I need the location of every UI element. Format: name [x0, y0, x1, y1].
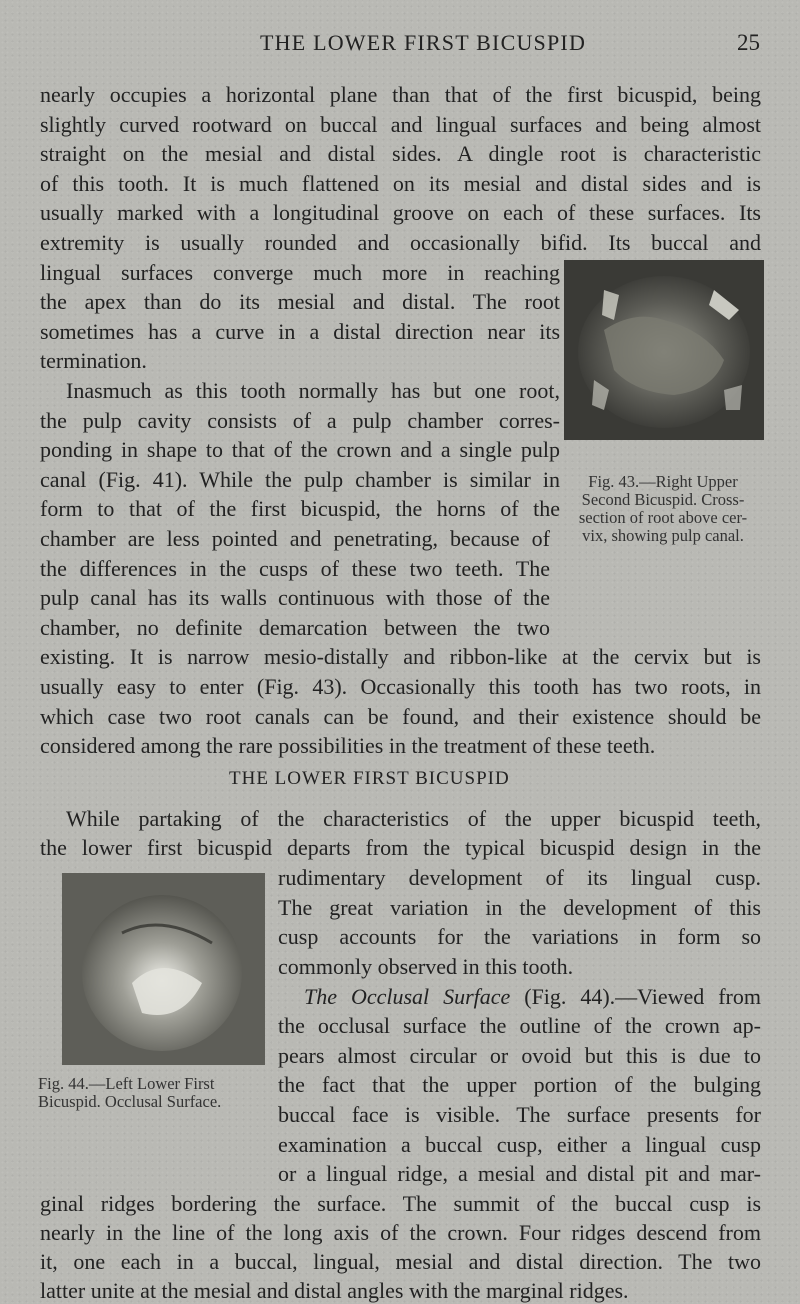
- figure-43-image: [564, 260, 764, 440]
- text-line: Inasmuch as this tooth normally has but one root,: [66, 378, 560, 403]
- text-line: [278, 984, 761, 1010]
- text-line: the lower first bicuspid departs from the typical bicuspid design in the: [40, 835, 761, 860]
- text-line: The great variation in the development of this: [278, 895, 761, 920]
- text-line: termination.: [40, 348, 147, 373]
- text-line: commonly observed in this tooth.: [278, 954, 574, 979]
- caption-line: Fig. 44.—Left Lower First: [38, 1074, 215, 1093]
- text-line: form to that of the first bicuspid, the horns of the: [40, 496, 560, 521]
- text-line: ginal ridges bordering the surface. The summit of the buccal cusp is: [40, 1191, 761, 1216]
- figure-44-image: [62, 873, 265, 1065]
- text-line: straight on the mesial and distal sides. A dingle root is characteristic: [40, 141, 761, 166]
- text-line: canal (Fig. 41). While the pulp chamber is similar in: [40, 467, 560, 492]
- running-head: THE LOWER FIRST BICUSPID: [260, 30, 587, 55]
- text-line: chamber are less pointed and penetrating, because of: [40, 526, 550, 551]
- caption-line: section of root above cer-: [578, 508, 748, 527]
- text-line: the apex than do its mesial and distal. The root: [40, 289, 560, 314]
- italic-heading: The Occlusal Surface: [304, 984, 511, 1009]
- caption-line: vix, showing pulp canal.: [582, 526, 744, 545]
- caption-line: Fig. 43.—Right Upper: [588, 472, 738, 491]
- text-line: buccal face is visible. The surface presents for: [278, 1102, 761, 1127]
- caption-line: Bicuspid. Occlusal Surface.: [38, 1092, 222, 1111]
- text-line: the fact that the upper portion of the bulging: [278, 1072, 761, 1097]
- figure-44-caption: [38, 1075, 272, 1111]
- text-line: of this tooth. It is much flattened on its mesial and distal sides and is: [40, 171, 761, 196]
- text-line: it, one each in a buccal, lingual, mesial and distal direction. The two: [40, 1249, 761, 1274]
- page-number: 25: [737, 30, 760, 55]
- text-line: latter unite at the mesial and distal angles with the marginal ridges.: [40, 1278, 629, 1303]
- text-line: chamber, no definite demarcation between the two: [40, 615, 550, 640]
- text-line: slightly curved rootward on buccal and lingual surfaces and being almost: [40, 112, 761, 137]
- text-line: the occlusal surface the outline of the crown ap-: [278, 1013, 761, 1038]
- text-line: considered among the rare possibilities in the treatment of these teeth.: [40, 733, 656, 758]
- text-line: which case two root canals can be found, and their existence should be: [40, 704, 761, 729]
- text-fragment: (Fig. 44).—Viewed from: [510, 984, 761, 1009]
- text-line: pulp canal has its walls continuous with those of the: [40, 585, 550, 610]
- text-line: cusp accounts for the variations in form so: [278, 924, 761, 949]
- text-line: lingual surfaces converge much more in reaching: [40, 260, 560, 285]
- text-line: examination a buccal cusp, either a lingual cusp: [278, 1132, 761, 1157]
- text-line: rudimentary development of its lingual cusp.: [278, 865, 761, 890]
- text-line: the differences in the cusps of these two teeth. The: [40, 556, 550, 581]
- text-line: usually marked with a longitudinal groove on each of these surfaces. Its: [40, 200, 761, 225]
- text-line: nearly occupies a horizontal plane than that of the first bicuspid, being: [40, 82, 761, 107]
- cross-section-photo: [564, 260, 764, 440]
- text-line: usually easy to enter (Fig. 43). Occasionally this tooth has two roots, in: [40, 674, 761, 699]
- caption-line: Second Bicuspid. Cross-: [581, 490, 745, 509]
- text-line: existing. It is narrow mesio-distally and ribbon-like at the cervix but is: [40, 644, 761, 669]
- text-line: pears almost circular or ovoid but this is due to: [278, 1043, 761, 1068]
- text-line: nearly in the line of the long axis of the crown. Four ridges descend from: [40, 1220, 761, 1245]
- text-line: sometimes has a curve in a distal direction near its: [40, 319, 560, 344]
- figure-43-caption: [558, 473, 768, 545]
- text-line: While partaking of the characteristics of the upper bicuspid teeth,: [66, 806, 761, 831]
- text-line: extremity is usually rounded and occasionally bifid. Its buccal and: [40, 230, 761, 255]
- text-line: ponding in shape to that of the crown and a single pulp: [40, 437, 560, 462]
- text-line: the pulp cavity consists of a pulp chamber corres-: [40, 408, 560, 433]
- section-heading: THE LOWER FIRST BICUSPID: [229, 768, 510, 789]
- text-line: or a lingual ridge, a mesial and distal pit and mar-: [278, 1161, 761, 1186]
- occlusal-surface-photo: [62, 873, 265, 1065]
